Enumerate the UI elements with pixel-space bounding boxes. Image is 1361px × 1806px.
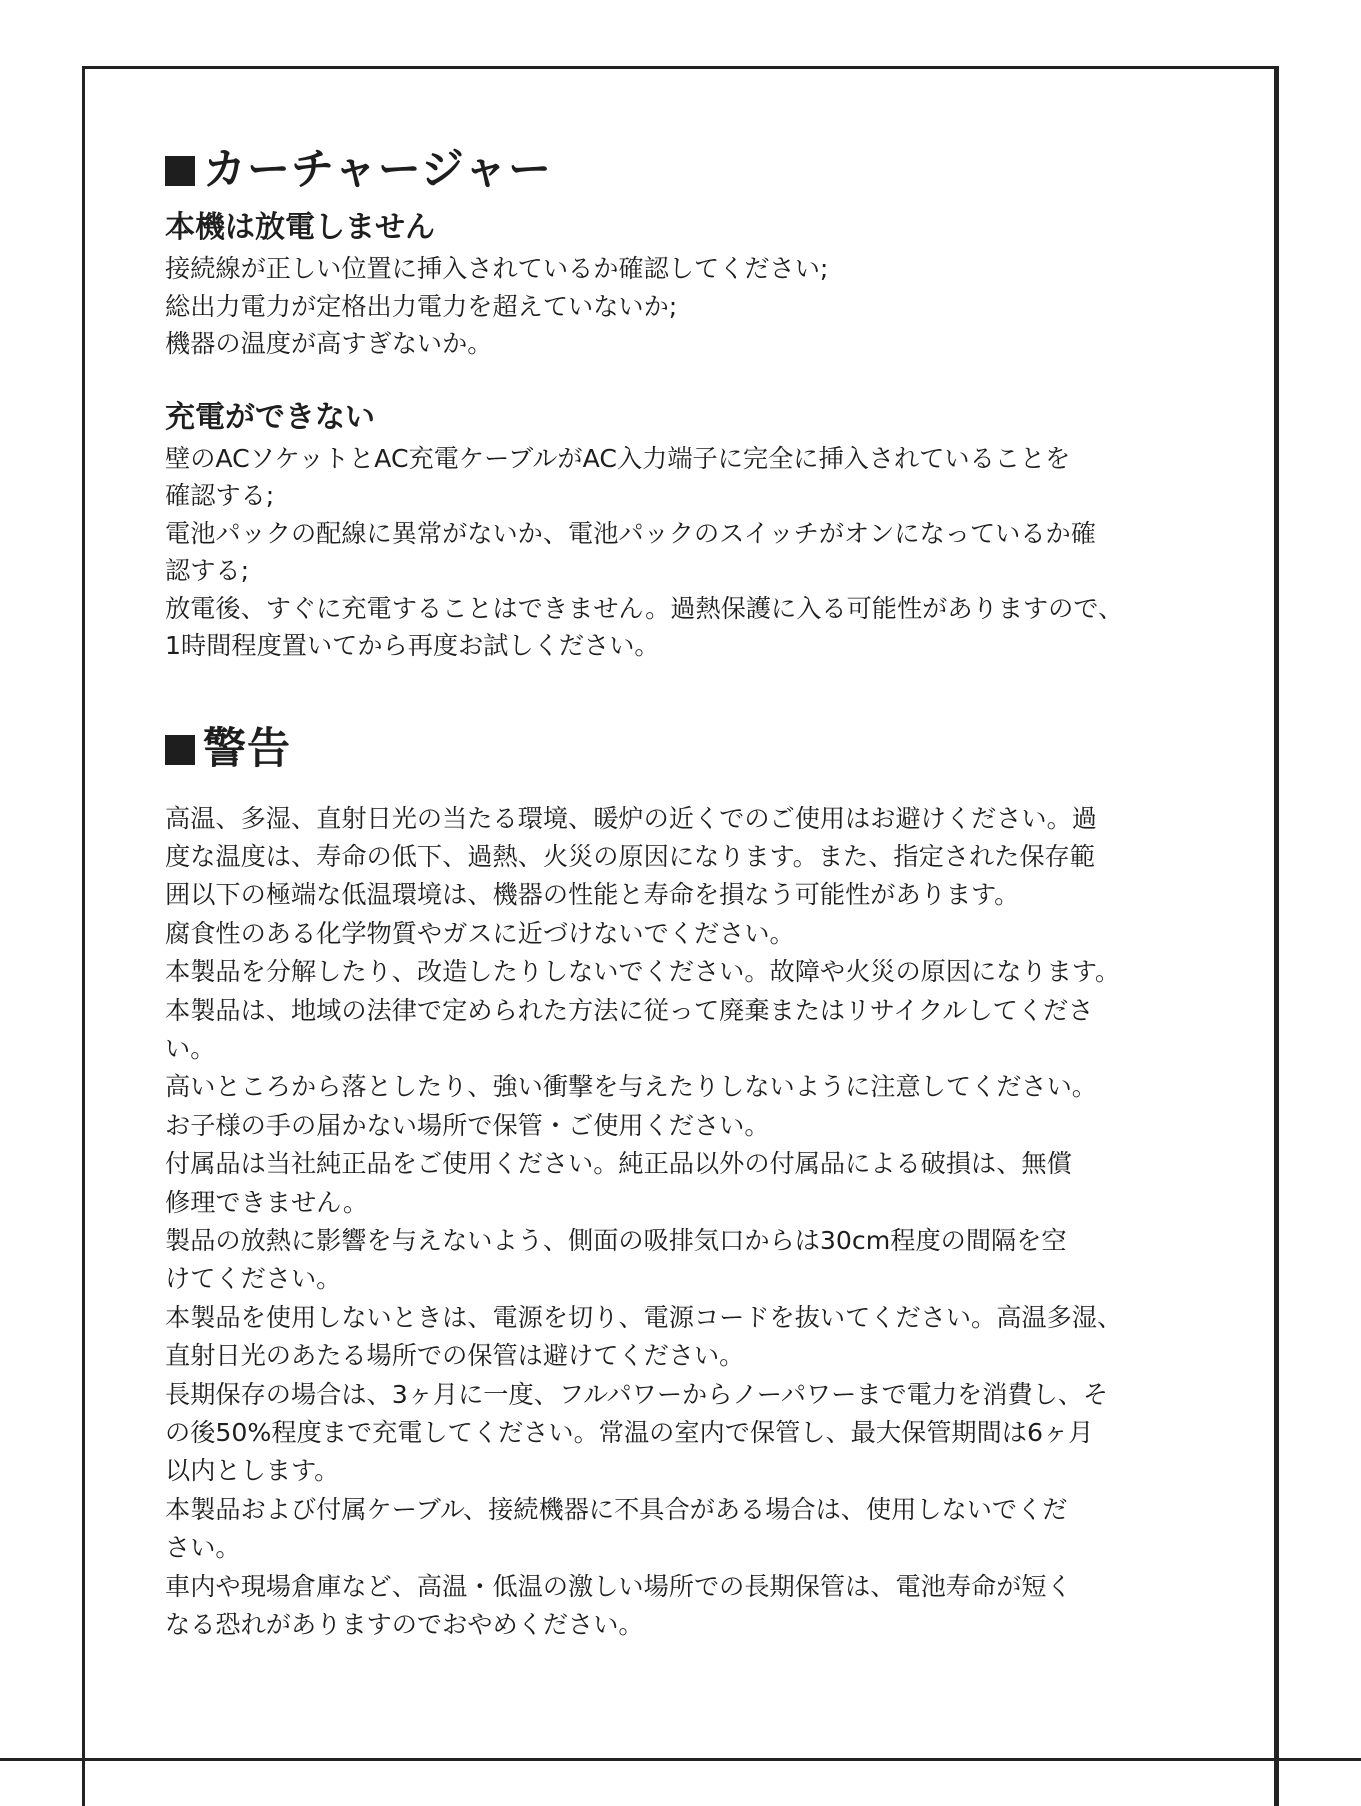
warning-line: 以内とします。 xyxy=(165,1456,340,1486)
warning-line: 本製品は、地域の法律で定められた方法に従って廃棄またはリサイクルしてくださ xyxy=(165,995,1094,1025)
warning-line: 直射日光のあたる場所での保管は避けてください。 xyxy=(165,1341,745,1371)
warning-line: 製品の放熱に影響を与えないよう、側面の吸排気口からは30cm程度の間隔を空 xyxy=(165,1225,1067,1255)
section-title-text: カーチャージャー xyxy=(203,145,552,195)
warning-line: なる恐れがありますのでおやめください。 xyxy=(165,1610,644,1640)
body-line: 機器の温度が高すぎないか。 xyxy=(165,329,493,358)
warning-line: い。 xyxy=(165,1033,216,1063)
section-title-text: 警告 xyxy=(203,723,291,774)
warning-line: 本製品を使用しないときは、電源を切り、電源コードを抜いてください。高温多湿、 xyxy=(165,1302,1123,1332)
body-line: 接続線が正しい位置に挿入されているか確認してください; xyxy=(165,254,829,283)
warning-line: 車内や現場倉庫など、高温・低温の激しい場所での長期保管は、電池寿命が短く xyxy=(165,1571,1072,1601)
warning-line: さい。 xyxy=(165,1533,241,1563)
warning-line: 長期保存の場合は、3ヶ月に一度、フルパワーからノーパワーまで電力を消費し、そ xyxy=(165,1379,1109,1409)
section-title-car-charger xyxy=(165,140,1200,200)
subsection-heading-cannot-charge: 充電ができない xyxy=(165,399,375,435)
warning-line: 高いところから落としたり、強い衝撃を与えたりしないように注意してください。 xyxy=(165,1072,1097,1102)
warning-line: 本製品および付属ケーブル、接続機器に不具合がある場合は、使用しないでくだ xyxy=(165,1494,1068,1524)
body-line: 確認する; xyxy=(165,481,275,510)
warning-line: 修理できません。 xyxy=(165,1187,369,1217)
warning-line: 囲以下の極端な低温環境は、機器の性能と寿命を損なう可能性があります。 xyxy=(165,880,1020,910)
square-bullet-icon xyxy=(165,735,195,765)
warning-line: 腐食性のある化学物質やガスに近づけないでください。 xyxy=(165,918,795,948)
subsection-body-no-discharge xyxy=(165,250,1200,363)
warning-line: 本製品を分解したり、改造したりしないでください。故障や火災の原因になります。 xyxy=(165,957,1121,987)
section-title-warning xyxy=(165,719,1200,779)
subsection-body-cannot-charge xyxy=(165,440,1200,665)
document-content xyxy=(165,140,1200,1644)
subsection-heading-no-discharge: 本機は放電しません xyxy=(165,210,435,245)
square-bullet-icon xyxy=(165,156,195,186)
warning-line: の後50%程度まで充電してください。常温の室内で保管し、最大保管期間は6ヶ月 xyxy=(165,1418,1094,1447)
warning-body xyxy=(165,800,1200,1645)
warning-line: けてください。 xyxy=(165,1264,342,1294)
body-line: 認する; xyxy=(165,556,250,585)
body-line: 放電後、すぐに充電することはできません。過熱保護に入る可能性がありますので、 xyxy=(165,593,1124,623)
body-line: 1時間程度置いてから再度お試しください。 xyxy=(165,631,660,660)
warning-line: 高温、多湿、直射日光の当たる環境、暖炉の近くでのご使用はお避けください。過 xyxy=(165,803,1097,833)
warning-line: 付属品は当社純正品をご使用ください。純正品以外の付属品による破損は、無償 xyxy=(165,1149,1072,1179)
warning-line: お子様の手の届かない場所で保管・ご使用ください。 xyxy=(165,1110,770,1140)
body-line: 電池パックの配線に異常がないか、電池パックのスイッチがオンになっているか確 xyxy=(165,518,1096,548)
body-line: 壁のACソケットとAC充電ケーブルがAC入力端子に完全に挿入されていることを xyxy=(165,443,1071,473)
warning-line: 度な温度は、寿命の低下、過熱、火災の原因になります。また、指定された保存範 xyxy=(165,841,1095,871)
body-line: 総出力電力が定格出力電力を超えていないか; xyxy=(165,291,678,321)
